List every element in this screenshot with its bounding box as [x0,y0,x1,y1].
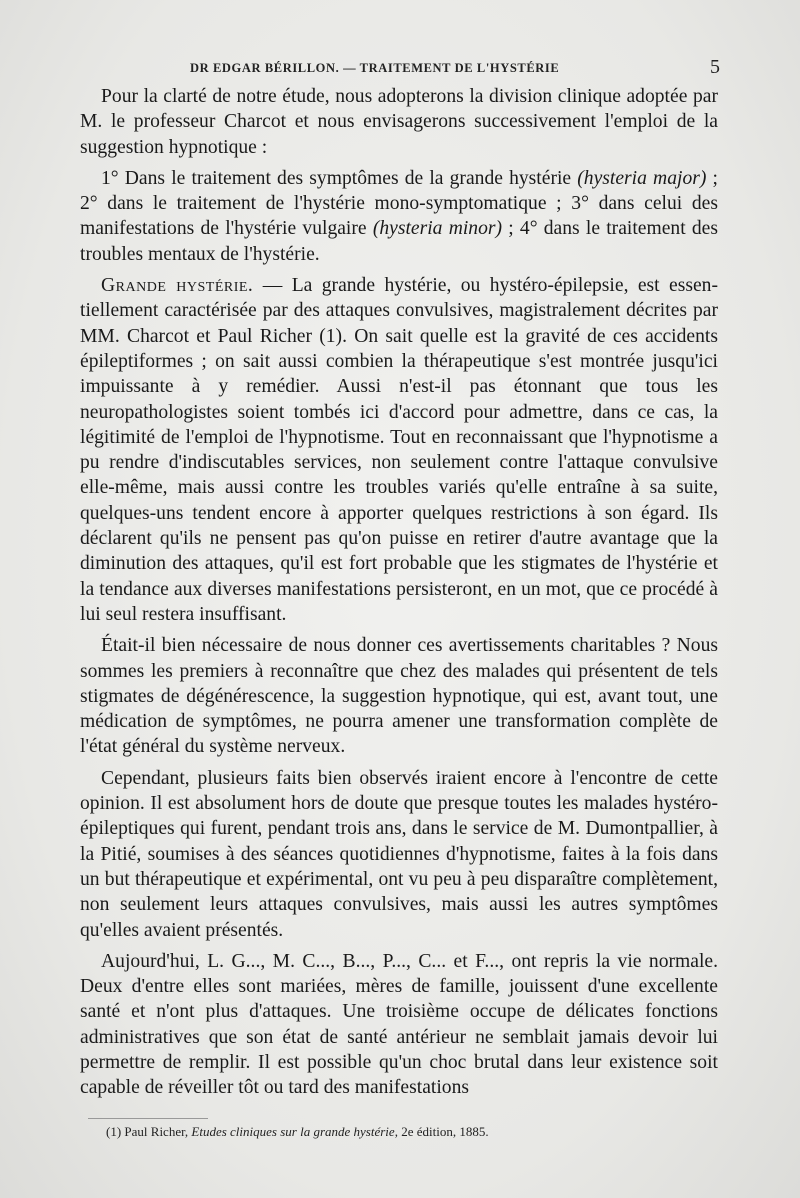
paragraph-6: Aujourd'hui, L. G..., M. C..., B..., P..., C... et F..., ont repris la vie normale. Deux d'entre elles sont mariées, mères de famille, jouissent d'une excellente santé et n'ont plus d'attaques. Une troisième occupe de délicates fonctions administratives que son état de santé antérieur ne semblait jamais devoir lui permettre de remplir. Il est possible qu'un choc brutal dans leur existence soit capable de réveiller tôt ou tard des manifestations [80,950,718,1099]
paragraph-2-part-a: 1° Dans le traitement des symptômes de la grande hystérie [101,167,578,189]
section-heading-grande-hysterie: Grande hystérie. [101,275,254,297]
paragraph-2-part-e: ; 4° dans le traitement des troubles mentaux de l'hystérie. [80,218,718,265]
paragraph-4: Était-il bien nécessaire de nous donner ces avertissements charitables ? Nous sommes les premiers à reconnaître que chez des malades qui présentent de tels stigmates de dégénérescence, la suggestion hypnotique, qui est, avant tout, une médication de symptômes, ne pourra amener une transformation complète de l'état général du système nerveux. [80,635,718,758]
page-header [80,58,720,80]
body-text [80,84,718,1107]
footnote-divider [88,1118,208,1119]
paragraph-3-text: — La grande hystérie, ou hystéro-épilepsie, est essentiellement caractérisée par des attaques convulsives, magistralement décrites par MM. Charcot et Paul Richer (1). On sait quelle est la gravité de ces accidents épileptiformes ; on sait aussi combien la thérapeutique s'est montrée jusqu'ici impuissante à y remédier. Aussi n'est-il pas étonnant que tous les neuropathologistes soient tombés ici d'accord pour admettre, dans ce cas, la légitimité de l'emploi de l'hypnotisme. Tout en reconnaissant que l'hypnotisme a pu rendre d'indiscutables services, non seulement contre l'attaque convulsive elle-même, mais aussi contre les troubles variés qu'elle entraîne à sa suite, quelques-uns tendent encore à apporter quelques restrictions à son égard. Ils déclarent qu'ils ne pensent pas qu'on puisse en retirer d'autre avantage que la diminution des attaques, qu'il est fort probable que les stigmates de l'hystérie et la tendance aux diverses manifestations persisteront, en un mot, que ce procédé à lui seul restera insuffisant. [80,275,718,625]
footnote-rest: , 2e édition, 1885. [394,1124,489,1139]
footnote-title: Etudes cliniques sur la grande hystérie [191,1124,395,1139]
term-hysteria-major: (hysteria major) [577,167,707,189]
paragraph-1: Pour la clarté de notre étude, nous adopterons la division clinique adoptée par M. le professeur Charcot et nous envisagerons successivement l'emploi de la suggestion hypnotique : [80,86,718,158]
paragraph-2 [80,166,718,267]
paragraph-5: Cependant, plusieurs faits bien observés iraient encore à l'encontre de cette opinion. Il est absolument hors de doute que presque toutes les malades hystéro-épileptiques qui furent, pendant trois ans, dans le service de M. Dumontpallier, à la Pitié, soumises à des séances quotidiennes d'hypnotisme, faites à la fois dans un but thérapeutique et expérimental, ont vu peu à peu disparaître complètement, non seulement leurs attaques convulsives, mais aussi les autres symptômes qu'elles avaient présentés. [80,767,718,941]
page-number: 5 [710,56,720,78]
term-hysteria-minor: (hysteria minor) [372,218,503,240]
footnote-marker: (1) Paul Richer, [106,1124,192,1139]
running-head: DR EDGAR BÉRILLON. — TRAITEMENT DE L'HYSTÉRIE [190,61,560,75]
footnote [106,1124,706,1140]
paragraph-2-part-c: ; 2° dans le traitement de l'hystérie mono-symptomatique ; 3° dans celui des manifestations de l'hystérie vulgaire [80,167,718,240]
paragraph-3 [80,273,718,627]
